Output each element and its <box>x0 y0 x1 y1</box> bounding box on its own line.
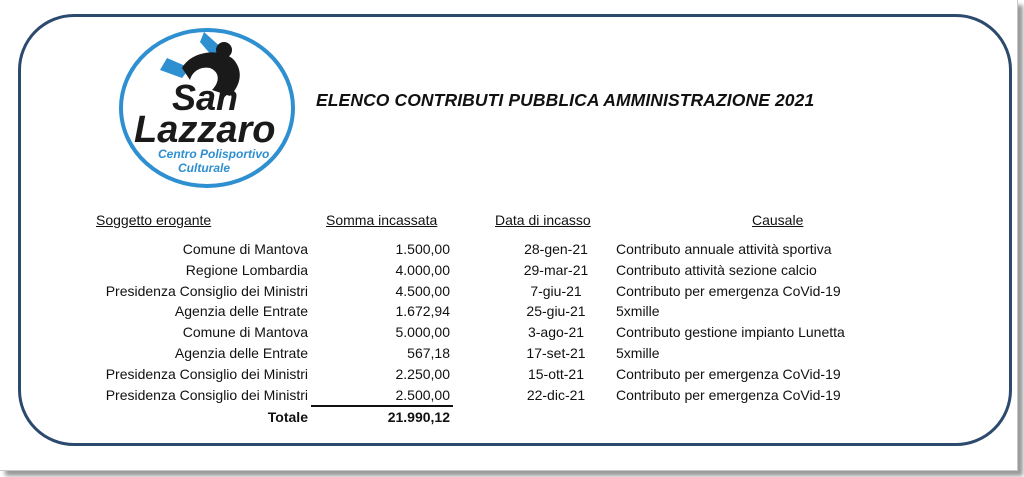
total-label: Totale <box>267 409 308 425</box>
logo-text-culturale: Culturale <box>178 161 231 175</box>
cell-causale: Contributo per emergenza CoVid-19 <box>616 386 841 403</box>
logo-text-san: San <box>172 77 239 118</box>
cell-causale: Contributo annuale attività sportiva <box>616 241 832 257</box>
cell-soggetto: Regione Lombardia <box>185 261 308 278</box>
header-data: Data di incasso <box>495 212 591 228</box>
logo-figure-head <box>216 42 232 58</box>
cell-causale: Contributo per emergenza CoVid-19 <box>616 365 841 382</box>
cell-somma: 4.000,00 <box>395 261 450 278</box>
cell-soggetto: Presidenza Consiglio dei Ministri <box>105 386 308 403</box>
cell-data: 7-giu-21 <box>530 282 582 299</box>
document-title: ELENCO CONTRIBUTI PUBBLICA AMMINISTRAZIONE 2021 <box>316 90 815 110</box>
cell-data: 29-mar-21 <box>523 261 589 278</box>
logo-text-lazzaro: Lazzaro <box>134 109 276 151</box>
header-causale: Causale <box>752 212 804 228</box>
cell-soggetto: Agenzia delle Entrate <box>174 345 308 361</box>
logo-text-centro: Centro Polisportivo <box>158 147 270 161</box>
cell-data: 17-set-21 <box>526 345 586 361</box>
total-value: 21.990,12 <box>387 409 450 425</box>
cell-somma: 1.500,00 <box>395 241 450 257</box>
cell-data: 3-ago-21 <box>527 324 585 341</box>
san-lazzaro-logo <box>112 20 302 192</box>
cell-somma: 2.500,00 <box>395 386 450 403</box>
total-rule <box>311 405 453 407</box>
cell-causale: Contributo gestione impianto Lunetta <box>616 324 845 341</box>
cell-soggetto: Agenzia delle Entrate <box>174 303 308 320</box>
header-soggetto: Soggetto erogante <box>96 212 212 228</box>
cell-causale: 5xmille <box>616 345 660 361</box>
cell-causale: Contributo attività sezione calcio <box>616 261 817 278</box>
cell-somma: 567,18 <box>407 345 450 361</box>
cell-somma: 1.672,94 <box>395 303 450 320</box>
cell-somma: 2.250,00 <box>395 365 450 382</box>
cell-soggetto: Presidenza Consiglio dei Ministri <box>105 282 308 299</box>
cell-data: 22-dic-21 <box>526 386 586 403</box>
cell-somma: 5.000,00 <box>395 324 450 341</box>
cell-causale: Contributo per emergenza CoVid-19 <box>616 282 841 299</box>
cell-soggetto: Comune di Mantova <box>182 241 308 257</box>
cell-somma: 4.500,00 <box>395 282 450 299</box>
cell-causale: 5xmille <box>616 303 660 320</box>
header-somma: Somma incassata <box>326 212 438 228</box>
cell-data: 15-ott-21 <box>527 365 585 382</box>
cell-data: 28-gen-21 <box>524 241 588 257</box>
cell-data: 25-giu-21 <box>526 303 586 320</box>
cell-soggetto: Comune di Mantova <box>182 324 308 341</box>
cell-soggetto: Presidenza Consiglio dei Ministri <box>105 365 308 382</box>
